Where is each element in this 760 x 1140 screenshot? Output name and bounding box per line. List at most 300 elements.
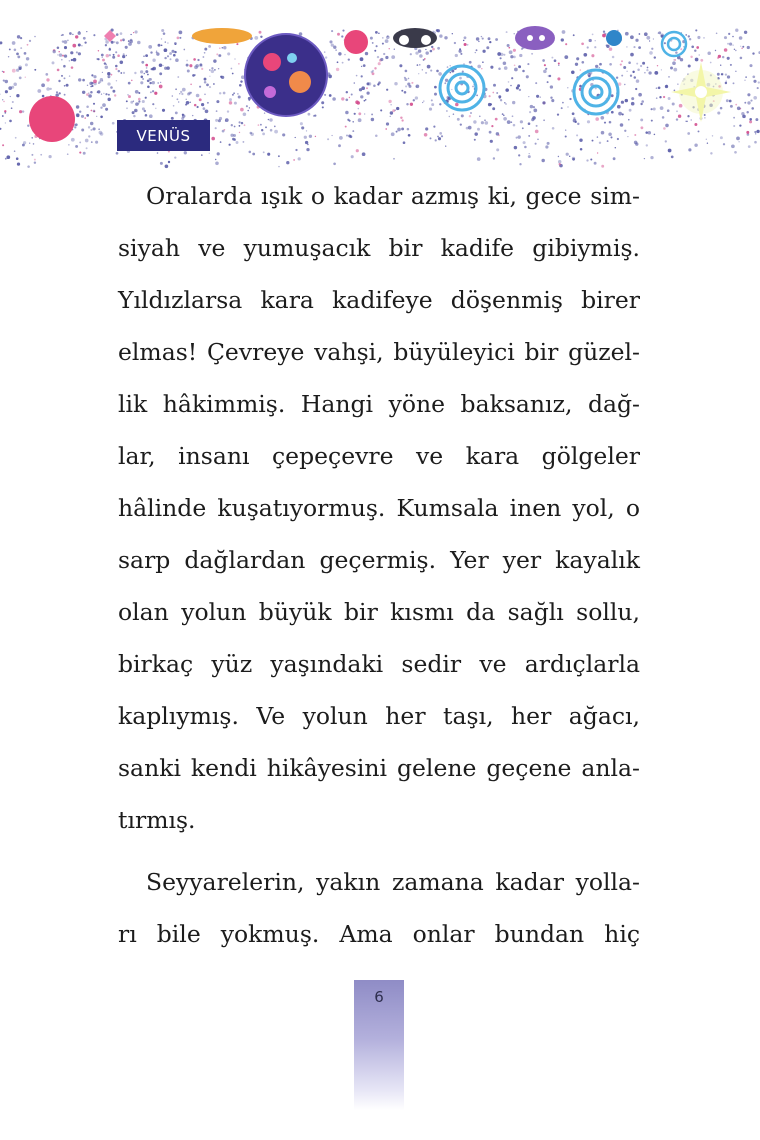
star-dot: [102, 103, 106, 107]
star-dot: [736, 137, 740, 141]
star-dot: [600, 116, 604, 120]
star-dot: [633, 46, 635, 48]
star-dot: [418, 73, 419, 74]
star-dot: [511, 121, 513, 123]
text-line: Seyyarelerin, yakın zamana kadar yolla-: [146, 868, 640, 896]
star-dot: [453, 113, 455, 115]
star-dot: [720, 107, 723, 110]
star-dot: [365, 99, 367, 101]
star-dot: [236, 43, 238, 45]
star-dot: [581, 42, 584, 45]
star-dot: [125, 46, 128, 49]
star-dot: [646, 36, 650, 40]
star-dot: [481, 68, 482, 69]
star-dot: [516, 137, 518, 139]
star-dot: [492, 107, 495, 110]
star-dot: [699, 54, 700, 55]
star-dot: [336, 68, 339, 71]
star-dot: [409, 85, 412, 88]
star-dot: [651, 108, 653, 110]
star-dot: [717, 73, 720, 76]
star-dot: [59, 53, 63, 57]
star-dot: [735, 71, 736, 72]
star-dot: [27, 44, 29, 46]
star-dot: [91, 141, 93, 143]
star-dot: [507, 44, 510, 47]
star-dot: [83, 152, 86, 155]
star-dot: [187, 70, 190, 73]
star-dot: [469, 115, 471, 117]
star-dot: [434, 93, 437, 96]
star-dot: [640, 126, 643, 129]
star-dot: [145, 64, 148, 67]
star-dot: [651, 48, 653, 50]
star-dot: [639, 33, 641, 35]
star-dot: [419, 54, 423, 58]
star-dot: [644, 72, 646, 74]
pink-planet-icon: [344, 30, 368, 54]
star-dot: [454, 42, 456, 44]
star-dot: [732, 44, 733, 45]
star-dot: [165, 41, 166, 42]
star-dot: [231, 124, 233, 126]
star-dot: [265, 126, 267, 128]
star-dot: [20, 47, 22, 49]
star-dot: [514, 68, 518, 72]
star-dot: [159, 64, 163, 68]
star-dot: [653, 38, 654, 39]
star-dot: [544, 64, 546, 66]
star-dot: [672, 102, 675, 105]
star-dot: [482, 50, 485, 53]
star-dot: [57, 69, 60, 72]
star-dot: [490, 66, 493, 69]
star-dot: [731, 144, 735, 148]
star-dot: [241, 122, 243, 124]
star-dot: [97, 91, 99, 93]
spiral-icon: [662, 32, 686, 56]
star-dot: [337, 61, 339, 63]
star-dot: [345, 126, 347, 128]
star-dot: [437, 47, 440, 50]
star-dot: [502, 113, 504, 115]
star-dot: [145, 54, 148, 57]
star-dot: [733, 117, 735, 119]
star-dot: [697, 36, 700, 39]
star-dot: [366, 87, 368, 89]
star-dot: [361, 66, 362, 67]
star-dot: [406, 103, 408, 105]
star-dot: [651, 120, 653, 122]
star-dot: [416, 84, 420, 88]
star-dot: [504, 66, 508, 70]
star-dot: [649, 40, 650, 41]
star-dot: [130, 34, 131, 35]
star-dot: [156, 51, 158, 53]
star-dot: [734, 151, 737, 154]
star-dot: [221, 76, 224, 79]
star-dot: [192, 74, 195, 77]
star-dot: [385, 39, 389, 43]
star-dot: [557, 114, 559, 116]
star-dot: [649, 51, 653, 55]
star-dot: [93, 103, 95, 105]
star-dot: [559, 163, 561, 165]
star-dot: [27, 124, 29, 126]
star-dot: [363, 64, 366, 67]
star-dot: [81, 115, 84, 118]
star-dot: [594, 46, 596, 48]
star-dot: [458, 50, 461, 53]
star-dot: [115, 51, 117, 53]
star-dot: [739, 36, 743, 40]
star-dot: [131, 80, 132, 81]
star-dot: [376, 45, 378, 47]
star-dot: [528, 122, 531, 125]
star-dot: [606, 44, 608, 46]
star-dot: [577, 123, 579, 125]
star-dot: [550, 85, 553, 88]
star-dot: [495, 38, 498, 41]
star-dot: [685, 121, 686, 122]
star-dot: [594, 162, 597, 165]
star-dot: [332, 97, 336, 101]
star-dot: [350, 135, 353, 138]
star-dot: [400, 117, 402, 119]
star-dot: [182, 88, 186, 92]
star-dot: [360, 95, 363, 98]
star-dot: [173, 54, 176, 57]
star-dot: [519, 163, 521, 165]
star-dot: [524, 146, 527, 149]
star-dot: [654, 134, 656, 136]
star-dot: [609, 63, 612, 66]
star-dot: [476, 49, 478, 51]
star-dot: [213, 59, 216, 62]
star-dot: [76, 51, 78, 53]
star-dot: [229, 98, 232, 101]
star-dot: [513, 124, 516, 127]
star-dot: [609, 47, 613, 51]
star-dot: [58, 80, 60, 82]
star-dot: [222, 47, 224, 49]
star-dot: [610, 136, 612, 138]
star-dot: [329, 40, 332, 43]
star-dot: [630, 35, 634, 39]
star-dot: [580, 148, 583, 151]
star-dot: [469, 61, 472, 64]
star-dot: [646, 69, 648, 71]
star-dot: [439, 34, 442, 37]
star-dot: [545, 145, 548, 148]
star-dot: [161, 44, 163, 46]
star-dot: [380, 58, 383, 61]
star-dot: [134, 72, 136, 74]
star-dot: [116, 33, 119, 36]
orange-planet-icon: [192, 28, 252, 44]
star-dot: [422, 102, 423, 103]
star-dot: [186, 64, 189, 67]
star-dot: [535, 82, 537, 84]
star-dot: [170, 58, 172, 60]
paragraph: [118, 170, 640, 846]
star-dot: [747, 101, 750, 104]
star-dot: [694, 143, 697, 146]
star-dot: [105, 40, 109, 44]
star-dot: [626, 46, 628, 48]
text-line: rı bile yokmuş. Ama onlar bundan hiç: [118, 920, 640, 948]
star-dot: [25, 63, 28, 66]
star-dot: [261, 129, 263, 131]
star-dot: [88, 94, 92, 98]
star-dot: [735, 104, 737, 106]
star-dot: [167, 42, 169, 44]
star-dot: [69, 32, 72, 35]
star-dot: [565, 43, 567, 45]
star-dot: [687, 115, 689, 117]
star-dot: [175, 43, 177, 45]
star-dot: [91, 74, 93, 76]
star-dot: [589, 39, 592, 42]
text-line: kaplıymış. Ve yolun her taşı, her ağacı,: [118, 702, 640, 730]
star-dot: [528, 155, 531, 158]
star-dot: [405, 70, 408, 73]
star-dot: [333, 46, 336, 49]
star-dot: [536, 125, 538, 127]
star-dot: [390, 104, 391, 105]
star-dot: [727, 75, 730, 78]
star-dot: [305, 141, 308, 144]
star-dot: [123, 39, 125, 41]
star-dot: [12, 41, 16, 45]
star-dot: [174, 51, 176, 53]
star-dot: [430, 137, 432, 139]
star-dot: [522, 70, 525, 73]
text-line: siyah ve yumuşacık bir kadife gibiymiş.: [118, 234, 640, 262]
star-dot: [267, 153, 270, 156]
star-dot: [69, 60, 71, 62]
star-dot: [112, 122, 115, 125]
star-dot: [17, 35, 20, 38]
star-dot: [386, 89, 388, 91]
star-dot: [209, 76, 210, 77]
star-dot: [371, 118, 374, 121]
star-dot: [689, 38, 691, 40]
star-dot: [744, 31, 747, 34]
star-dot: [616, 77, 618, 79]
star-dot: [99, 131, 103, 135]
star-dot: [71, 59, 73, 61]
star-dot: [488, 103, 491, 106]
star-dot: [325, 56, 327, 58]
star-dot: [20, 37, 22, 39]
star-dot: [219, 117, 222, 120]
star-dot: [572, 112, 575, 115]
star-dot: [147, 74, 149, 76]
star-dot: [358, 118, 362, 122]
star-dot: [439, 132, 442, 135]
star-dot: [133, 101, 134, 102]
star-dot: [93, 127, 96, 130]
star-dot: [579, 138, 582, 141]
star-dot: [40, 154, 42, 156]
star-dot: [187, 92, 190, 95]
star-dot: [91, 110, 93, 112]
star-dot: [8, 86, 12, 90]
star-dot: [551, 57, 553, 59]
star-dot: [64, 46, 67, 49]
star-dot: [178, 101, 179, 102]
star-dot: [676, 118, 678, 120]
star-dot: [603, 31, 605, 33]
star-dot: [96, 116, 97, 117]
star-dot: [676, 110, 678, 112]
star-dot: [569, 156, 570, 157]
star-dot: [620, 123, 624, 127]
star-dot: [24, 52, 27, 55]
star-dot: [475, 52, 476, 53]
star-dot: [105, 65, 109, 69]
star-dot: [75, 35, 78, 38]
star-dot: [204, 81, 207, 84]
star-dot: [505, 88, 509, 92]
star-dot: [93, 34, 95, 36]
star-dot: [75, 145, 78, 148]
star-dot: [234, 102, 237, 105]
star-dot: [571, 71, 575, 75]
star-dot: [176, 98, 178, 100]
star-dot: [634, 141, 638, 145]
star-dot: [29, 143, 30, 144]
star-dot: [15, 137, 17, 139]
star-dot: [105, 93, 107, 95]
star-dot: [661, 69, 662, 70]
star-dot: [315, 136, 316, 137]
star-dot: [445, 79, 448, 82]
star-dot: [404, 91, 407, 94]
star-dots: [0, 29, 760, 169]
star-dot: [95, 141, 98, 144]
star-dot: [359, 88, 362, 91]
pink-planet-icon: [29, 96, 75, 142]
star-dot: [234, 58, 235, 59]
star-dot: [22, 110, 24, 112]
star-dot: [81, 129, 84, 132]
star-dot: [134, 109, 138, 113]
star-dot: [175, 58, 179, 62]
star-dot: [45, 73, 48, 76]
star-dot: [419, 64, 420, 65]
star-dot: [101, 94, 102, 95]
star-dot: [98, 128, 100, 130]
star-dot: [100, 115, 103, 118]
star-dot: [84, 41, 86, 43]
star-dot: [203, 107, 206, 110]
star-dot: [484, 119, 486, 121]
star-dot: [163, 32, 166, 35]
star-dot: [14, 150, 16, 152]
star-dot: [101, 54, 104, 57]
star-dot: [718, 55, 721, 58]
star-dot: [154, 92, 157, 95]
star-dot: [634, 76, 637, 79]
star-dot: [573, 34, 575, 36]
star-dot: [86, 114, 89, 117]
star-dot: [394, 49, 395, 50]
star-dot: [337, 33, 340, 36]
star-dot: [445, 145, 446, 146]
star-dot: [503, 54, 505, 56]
star-dot: [497, 52, 501, 56]
star-dot: [474, 132, 477, 135]
star-dot: [16, 157, 19, 160]
star-dot: [654, 56, 656, 58]
star-dot: [407, 128, 410, 131]
star-dot: [625, 32, 629, 36]
star-dot: [424, 133, 428, 137]
star-dot: [230, 134, 233, 137]
star-dot: [90, 122, 93, 125]
star-dot: [667, 109, 670, 112]
star-dot: [493, 84, 496, 87]
star-dot: [237, 93, 239, 95]
star-dot: [190, 92, 192, 94]
star-dot: [592, 34, 594, 36]
star-dot: [514, 146, 517, 149]
star-dot: [164, 57, 166, 59]
star-dot: [25, 77, 26, 78]
star-dot: [88, 135, 90, 137]
star-dot: [724, 36, 727, 39]
star-dot: [657, 65, 658, 66]
star-dot: [141, 76, 144, 79]
star-dot: [464, 43, 467, 46]
star-dot: [554, 59, 557, 62]
star-dot: [362, 152, 366, 156]
star-dot: [703, 37, 705, 39]
star-dot: [227, 110, 229, 112]
star-dot: [238, 96, 241, 99]
star-dot: [63, 65, 66, 68]
star-dot: [127, 94, 128, 95]
star-dot: [189, 102, 191, 104]
star-dot: [648, 131, 652, 135]
star-dot: [503, 115, 505, 117]
star-dot: [573, 119, 577, 123]
star-dot: [467, 44, 469, 46]
star-dot: [152, 103, 154, 105]
star-dot: [640, 118, 643, 121]
star-dot: [725, 82, 727, 84]
star-dot: [413, 99, 415, 101]
star-dot: [260, 124, 262, 126]
star-dot: [688, 35, 690, 37]
star-dot: [74, 126, 76, 128]
star-dot: [375, 31, 378, 34]
star-dot: [81, 45, 83, 47]
star-dot: [102, 72, 103, 73]
space-header-illustration: [0, 0, 760, 175]
star-dot: [557, 77, 560, 80]
star-dot: [354, 113, 356, 115]
star-dot: [149, 82, 151, 84]
star-dot: [14, 49, 17, 52]
star-dot: [630, 75, 632, 77]
star-dot: [147, 79, 150, 82]
star-dot: [358, 108, 359, 109]
star-dot: [477, 65, 481, 69]
star-dot: [357, 101, 360, 104]
